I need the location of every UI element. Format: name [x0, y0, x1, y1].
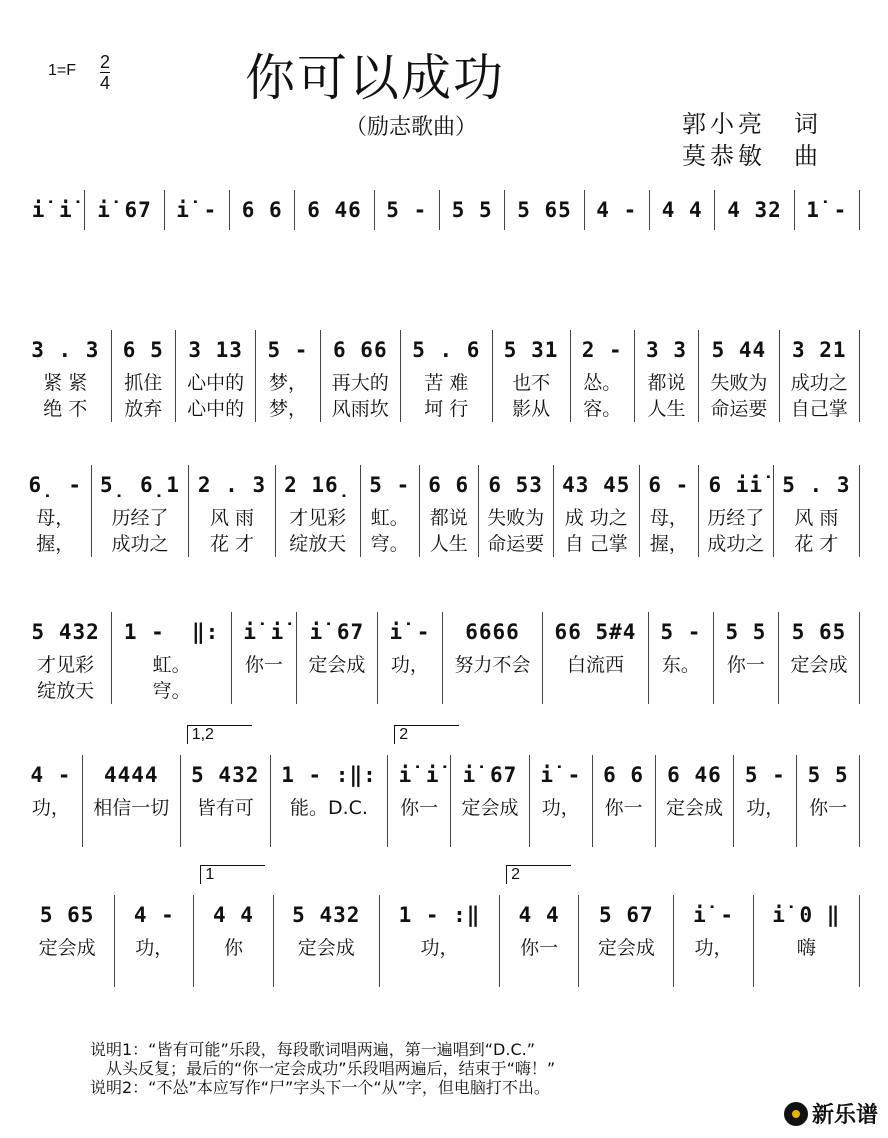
lyric-verse-2: 命运要 — [487, 533, 545, 555]
score-row — [20, 465, 860, 557]
key-signature: 1=F — [48, 62, 77, 79]
lyric-verse-2: 穹。 — [370, 533, 409, 555]
notation: 4444 — [103, 763, 159, 787]
measure — [493, 330, 571, 422]
lyric-verse-2 — [593, 821, 655, 847]
notation: 3 21 — [791, 338, 847, 362]
measure — [20, 755, 83, 847]
notation: 6 6 — [428, 473, 470, 497]
time-top: 2 — [100, 52, 111, 72]
lyric-verse-1: 苦 难 — [424, 372, 469, 394]
lyric-verse-1: 定会成 — [461, 797, 519, 819]
lyric-verse-1: 失败为 — [710, 372, 768, 394]
lyric-verse-2: 自己掌 — [790, 398, 848, 420]
lyric-verse-2 — [451, 821, 529, 847]
notation: 6 53 — [488, 473, 543, 497]
lyric-verse-2 — [194, 961, 272, 987]
notation: 4 4 — [213, 903, 254, 927]
notation: i̇ i̇ — [31, 198, 73, 222]
lyric-verse-1: 你一 — [244, 654, 283, 676]
disc-icon — [784, 1102, 808, 1126]
measure — [593, 755, 656, 847]
lyric-verse-1: 抓住 — [124, 372, 163, 394]
lyric-verse-2: 心中的 — [187, 398, 245, 420]
lyric-verse-1: 功， — [541, 797, 580, 819]
lyric-verse-2: 成功之 — [707, 533, 765, 555]
measure — [543, 612, 649, 704]
lyric-verse-1: 虹。 — [370, 507, 409, 529]
measure — [797, 755, 860, 847]
lyric-verse-1: 怂。 — [583, 372, 622, 394]
measure — [20, 465, 92, 557]
measure — [20, 190, 85, 230]
lyric-verse-2 — [378, 678, 442, 704]
notation: 5 31 — [503, 338, 559, 362]
lyric-verse-1: 你 — [223, 937, 243, 959]
lyric-verse-2 — [754, 961, 859, 987]
note-line: 说明2：“不怂”本应写作“尸”字头下一个“从”字，但电脑打不出。 — [90, 1078, 550, 1097]
lyric-verse-2 — [297, 678, 377, 704]
lyric-verse-2 — [500, 961, 578, 987]
lyric-verse-1: 东。 — [661, 654, 700, 676]
notation: 5 432 — [292, 903, 361, 927]
time-bottom: 4 — [100, 73, 111, 93]
volta-bracket: 1 — [200, 865, 265, 884]
measure — [656, 755, 735, 847]
notation: 4 - — [133, 903, 175, 927]
notation: i̇ 67 — [309, 620, 365, 644]
measure — [112, 330, 176, 422]
lyric-verse-1: 功， — [390, 654, 429, 676]
measure — [176, 330, 256, 422]
lyric-verse-1: 虹。 — [152, 654, 191, 676]
footnotes — [90, 1040, 555, 1097]
lyric-verse-1: 母， — [36, 507, 75, 529]
lyric-verse-1: 历经了 — [707, 507, 765, 529]
notation: 6 5 — [122, 338, 164, 362]
measure — [321, 330, 401, 422]
lyric-verse-2 — [543, 678, 648, 704]
notation: i̇ - — [693, 903, 734, 927]
lyric-verse-2: 穹。 — [152, 680, 191, 702]
notation: 3 3 — [646, 338, 687, 362]
notation: 6 46 — [307, 198, 362, 222]
measure — [85, 190, 164, 230]
measure — [274, 895, 380, 987]
note-line: 从头反复；最后的“你一定会成功”乐段唱两遍后，结束于“嗨！” — [90, 1059, 556, 1078]
notation: i̇ - — [176, 198, 218, 222]
lyric-verse-2 — [674, 961, 752, 987]
measure — [297, 612, 378, 704]
measure — [699, 330, 779, 422]
lyric-verse-2: 握， — [649, 533, 688, 555]
measure — [479, 465, 554, 557]
measure — [271, 755, 388, 847]
measure — [579, 895, 674, 987]
notation: 6 6 — [241, 198, 283, 222]
lyric-verse-2: 成功之 — [111, 533, 169, 555]
notation: i̇ 0 ‖ — [772, 903, 841, 927]
measure — [754, 895, 860, 987]
notation: 5 - — [744, 763, 786, 787]
measure — [189, 465, 275, 557]
lyric-verse-2 — [271, 821, 387, 847]
measure — [779, 612, 860, 704]
measure — [530, 755, 593, 847]
lyric-verse-2: 绽放天 — [289, 533, 347, 555]
notation: 6666 — [465, 620, 520, 644]
notation: 1 - ‖: — [123, 620, 220, 644]
lyric-verse-1: 母， — [649, 507, 688, 529]
notation: 5 432 — [31, 620, 100, 644]
notation: 5 65 — [517, 198, 572, 222]
lyric-verse-1: 都说 — [647, 372, 686, 394]
lyric-verse-1: 定会成 — [297, 937, 355, 959]
lyric-verse-2: 人生 — [647, 398, 686, 420]
notation: 6 i̇i̇ — [708, 473, 764, 497]
lyric-verse-2: 绽放天 — [37, 680, 95, 702]
lyric-verse-1: 梦， — [268, 372, 307, 394]
lyric-verse-1: 你一 — [400, 797, 439, 819]
lyric-verse-2: 梦， — [268, 398, 307, 420]
lyric-verse-1: 心中的 — [187, 372, 245, 394]
lyric-verse-2 — [579, 961, 673, 987]
score-row — [20, 612, 860, 704]
lyric-verse-1: 你一 — [726, 654, 765, 676]
notation: 6 46 — [667, 763, 722, 787]
measure — [115, 895, 194, 987]
notation: 6 - — [648, 473, 690, 497]
lyric-verse-2 — [20, 821, 82, 847]
measure — [780, 330, 860, 422]
score-row — [20, 726, 860, 847]
lyric-verse-2: 放弃 — [124, 398, 163, 420]
notation: 5 - — [660, 620, 702, 644]
measure — [378, 612, 443, 704]
lyric-verse-2 — [115, 961, 193, 987]
lyric-verse-1: 定会成 — [665, 797, 723, 819]
measure — [585, 190, 650, 230]
notation: 5 5 — [451, 198, 493, 222]
notation: 6 66 — [333, 338, 388, 362]
lyric-verse-1: 能。D.C. — [290, 797, 368, 819]
measure — [635, 330, 699, 422]
lyric-verse-1: 失败为 — [487, 507, 545, 529]
measure — [256, 330, 320, 422]
measure — [181, 726, 271, 847]
measure — [388, 726, 451, 847]
measure — [734, 755, 797, 847]
lyric-verse-1: 努力不会 — [454, 654, 531, 676]
lyric-verse-1: 功， — [694, 937, 733, 959]
notation: 4 - — [596, 198, 638, 222]
site-logo — [784, 1098, 878, 1129]
measure — [276, 465, 361, 557]
volta-bracket: 2 — [506, 865, 571, 884]
lyric-verse-1: 白流西 — [566, 654, 624, 676]
notation: 5 65 — [39, 903, 95, 927]
lyric-verse-1: 才见彩 — [37, 654, 95, 676]
song-subtitle: （励志歌曲） — [345, 115, 478, 140]
lyric-verse-1: 功， — [135, 937, 174, 959]
lyric-verse-2 — [83, 821, 180, 847]
time-signature — [100, 52, 110, 93]
notation: 5 5 — [725, 620, 767, 644]
notation: 1 - :‖: — [281, 763, 377, 787]
measure — [230, 190, 295, 230]
measure — [451, 755, 530, 847]
score-row — [20, 190, 860, 230]
notation: 5 5 — [807, 763, 849, 787]
measure — [20, 612, 112, 704]
lyric-verse-1: 你一 — [520, 937, 559, 959]
lyric-verse-2: 容。 — [583, 398, 622, 420]
lyric-verse-1: 成功之 — [790, 372, 848, 394]
lyric-verse-2 — [388, 821, 450, 847]
measure — [92, 465, 190, 557]
lyric-verse-2: 握， — [36, 533, 75, 555]
measure — [774, 465, 860, 557]
lyric-verse-1: 风 雨 — [794, 507, 839, 529]
notation: 5 . 3 — [782, 473, 851, 497]
song-title: 你可以成功 — [245, 49, 505, 107]
notation: 3 . 3 — [31, 338, 100, 362]
notation: 5 - — [369, 473, 411, 497]
lyric-verse-1: 嗨 — [796, 937, 816, 959]
notation: 5 44 — [711, 338, 767, 362]
notation: 5 - — [386, 198, 428, 222]
measure — [674, 895, 753, 987]
notation: 1̇ - — [806, 198, 848, 222]
lyric-verse-1: 历经了 — [111, 507, 169, 529]
lyric-verse-2 — [232, 678, 296, 704]
logo-text: 新乐谱 — [811, 1103, 878, 1128]
notation: 4 4 — [661, 198, 703, 222]
measure — [420, 465, 479, 557]
measure — [715, 190, 794, 230]
notation: 1 - :‖ — [398, 903, 481, 927]
lyric-verse-2: 花 才 — [209, 533, 255, 555]
notation: 4 4 — [518, 903, 560, 927]
composer: 莫恭敏 曲 — [682, 142, 822, 170]
lyric-verse-1: 功， — [746, 797, 785, 819]
lyric-verse-2 — [443, 678, 542, 704]
lyricist: 郭小亮 词 — [682, 110, 822, 138]
lyric-verse-1: 定会成 — [790, 654, 848, 676]
measure — [500, 866, 579, 987]
notation: 66 5#4 — [554, 620, 637, 644]
lyric-verse-2 — [380, 961, 499, 987]
measure — [554, 465, 640, 557]
notation: 5 . 6 — [412, 338, 481, 362]
lyric-verse-1: 风 雨 — [209, 507, 255, 529]
measure — [375, 190, 440, 230]
measure — [571, 330, 635, 422]
lyric-verse-1: 紧 紧 — [43, 372, 88, 394]
score-row — [20, 330, 860, 422]
lyric-verse-1: 才见彩 — [289, 507, 347, 529]
measure — [20, 330, 112, 422]
lyric-verse-2 — [20, 961, 114, 987]
measure — [20, 895, 115, 987]
measure — [165, 190, 230, 230]
notation: i̇ - — [389, 620, 431, 644]
lyric-verse-2 — [656, 821, 734, 847]
lyric-verse-1: 定会成 — [38, 937, 96, 959]
measure — [83, 755, 181, 847]
notation: 6̣ - — [28, 473, 83, 497]
lyric-verse-1: 相信一切 — [93, 797, 170, 819]
measure — [699, 465, 774, 557]
measure — [714, 612, 779, 704]
measure — [295, 190, 374, 230]
notation: i̇ 67 — [97, 198, 152, 222]
lyric-verse-2: 风雨坎 — [331, 398, 389, 420]
notation: 4 - — [30, 763, 72, 787]
lyric-verse-1: 也不 — [512, 372, 551, 394]
lyric-verse-2 — [530, 821, 592, 847]
notation: 5 65 — [791, 620, 847, 644]
notation: i̇ 67 — [462, 763, 518, 787]
lyric-verse-1: 定会成 — [308, 654, 366, 676]
measure — [505, 190, 584, 230]
notation: i̇ i̇ — [398, 763, 440, 787]
notation: 2 16̣ — [284, 473, 352, 497]
lyric-verse-1: 你一 — [604, 797, 643, 819]
volta-bracket: 2 — [394, 725, 459, 744]
notation: i̇ - — [540, 763, 582, 787]
score-row — [20, 866, 860, 987]
lyric-verse-1: 定会成 — [597, 937, 655, 959]
measure — [440, 190, 505, 230]
measure — [232, 612, 297, 704]
lyric-verse-1: 成 功之 — [564, 507, 628, 529]
notation: 43 45 — [562, 473, 631, 497]
lyric-verse-1: 皆有可 — [196, 797, 254, 819]
measure — [795, 190, 860, 230]
notation: 3 13 — [188, 338, 243, 362]
measure — [380, 895, 500, 987]
lyric-verse-2 — [274, 961, 379, 987]
notation: i̇ i̇ — [243, 620, 285, 644]
measure — [443, 612, 543, 704]
lyric-verse-2: 人生 — [429, 533, 468, 555]
notation: 5 - — [267, 338, 309, 362]
lyric-verse-2 — [734, 821, 796, 847]
measure — [112, 612, 232, 704]
lyric-verse-2: 自 己掌 — [564, 533, 628, 555]
lyric-verse-2 — [779, 678, 859, 704]
lyric-verse-2 — [181, 821, 270, 847]
measure — [361, 465, 420, 557]
notation: 6 6 — [603, 763, 645, 787]
lyric-verse-2: 坷 行 — [424, 398, 469, 420]
lyric-verse-2: 花 才 — [794, 533, 839, 555]
lyric-verse-2: 命运要 — [710, 398, 768, 420]
lyric-verse-1: 再大的 — [331, 372, 389, 394]
notation: 5̣ 6̣1 — [100, 473, 180, 497]
measure — [401, 330, 493, 422]
lyric-verse-2 — [714, 678, 778, 704]
lyric-verse-2 — [649, 678, 713, 704]
notation: 5 67 — [599, 903, 654, 927]
notation: 4 32 — [727, 198, 782, 222]
measure — [640, 465, 699, 557]
lyric-verse-1: 你一 — [809, 797, 848, 819]
notation: 2 . 3 — [197, 473, 267, 497]
volta-bracket: 1,2 — [187, 725, 252, 744]
note-line: 说明1：“皆有可能”乐段，每段歌词唱两遍，第一遍唱到“D.C.” — [90, 1040, 536, 1059]
notation: 2 - — [581, 338, 623, 362]
lyric-verse-1: 功， — [420, 937, 459, 959]
measure — [650, 190, 715, 230]
lyric-verse-1: 功， — [31, 797, 70, 819]
measure — [649, 612, 714, 704]
measure — [194, 866, 273, 987]
lyric-verse-2: 绝 不 — [43, 398, 88, 420]
lyric-verse-2 — [797, 821, 859, 847]
lyric-verse-2: 影从 — [512, 398, 551, 420]
lyric-verse-1: 都说 — [429, 507, 468, 529]
notation: 5 432 — [191, 763, 260, 787]
